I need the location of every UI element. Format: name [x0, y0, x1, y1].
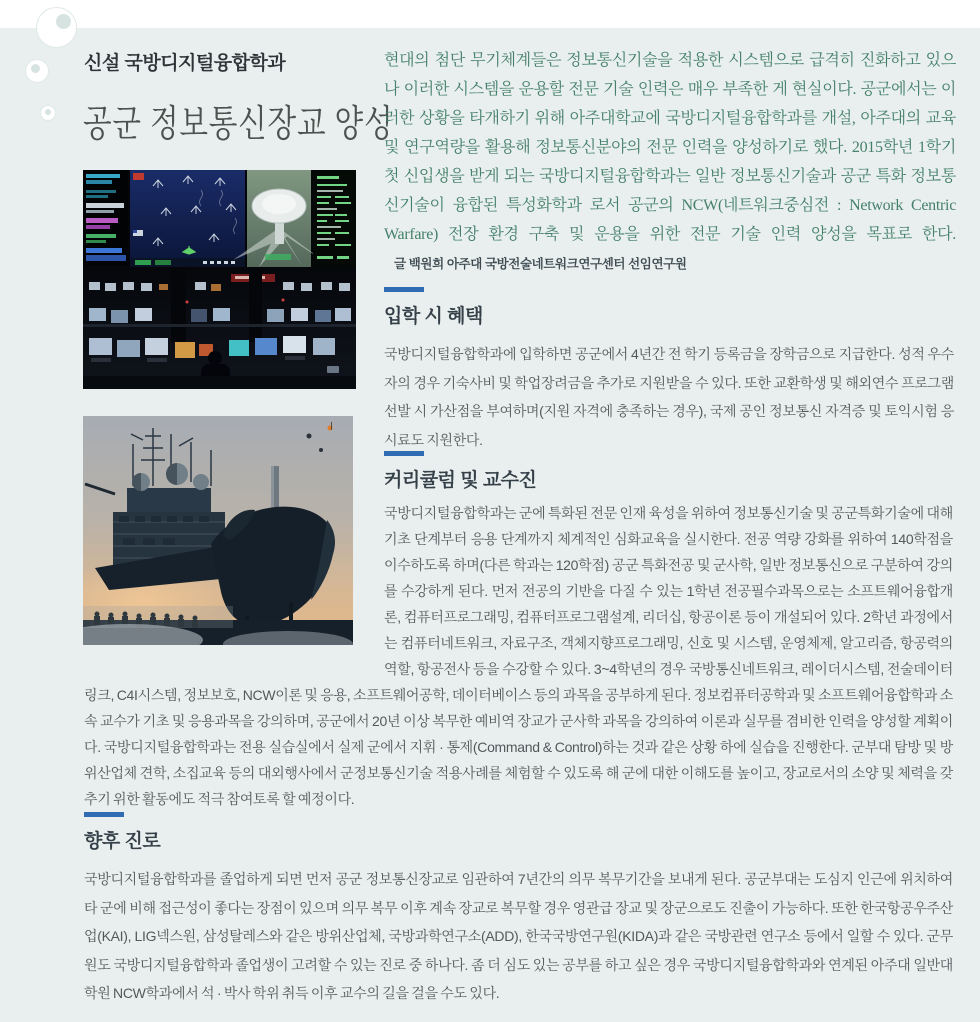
decor-circle-large-icon [36, 7, 77, 48]
section-curriculum-body-wrap [84, 500, 953, 812]
kicker: 신설 국방디지털융합학과 [84, 53, 286, 74]
decor-circle-dot [31, 64, 40, 73]
decor-circle-small-icon [40, 105, 56, 121]
section-dash [384, 287, 424, 292]
section-admission-benefits [384, 287, 954, 454]
decor-circle-medium-icon [25, 59, 49, 83]
section-heading: 향후 진로 [84, 831, 161, 852]
decor-circle-dot [56, 14, 71, 29]
section-heading: 커리큘럼 및 교수진 [384, 470, 537, 491]
section-heading: 입학 시 혜택 [384, 306, 483, 327]
intro-text: 현대의 첨단 무기체계들은 정보통신기술을 적용한 시스템으로 급격히 진화하고 있으나 이러한 시스템을 운용할 전문 기술 인력은 매우 부족한 게 현실이다. 공군에서는 이러한 상황을 타개하기 위해 아주대학교에 국방디지털융합학과를 개설, 아주대의 교육 및 연구역량을 활용해 정보통신분야의 전문 인력을 양성하기로 했다. 2015학년 1학기 첫 신입생을 받게 되는 국방디지털융합학과는 일반 정보통신기술과 공군 특화 정보통신기술이 융합된 특성화학과 로서 공군의 NCW(네트워크중심전 : Network Centric Warfare) 전장 환경 구축 및 운용을 위한 전문 기술 인력 양성을 목표로 한다. [384, 52, 956, 243]
section-body: 국방디지털융합학과는 군에 특화된 전문 인재 육성을 위하여 정보통신기술 및 공군특화기술에 대해 기초 단계부터 응용 단계까지 체계적인 심화교육을 실시한다. 전공 역량 강화를 위하여 140학점을 이수하도록 하며(다른 학과는 120학점) 공군 특화전공 및 군사학, 일반 정보통신으로 구분하여 강의를 수강하게 된다. 먼저 전공의 기반을 다질 수 있는 1학년 전공필수과목으로는 소프트웨어융합개론, 컴퓨터프로그래밍, 컴퓨터프로그램설계, 리더십, 항공이론 등이 개설되어 있다. 2학년 과정에서는 컴퓨터네트워크, 자료구조, 객체지향프로그래밍, 신호 및 시스템, 운영체제, 알고리즘, 항공력의 역할, 항공전사 등을 수강할 수 있다. 3~4학년의 경우 국방통신네트워크, 레이더시스템, 전술데이터링크, C4I시스템, 정보보호, NCW이론 및 응용, 소프트웨어공학, 데이터베이스 등의 과목을 공부하게 된다. 정보컴퓨터공학과 및 소프트웨어융합학과 소속 교수가 기초 및 응용과목을 강의하며, 공군에서 20년 이상 복무한 예비역 장교가 군사학 과목을 강의하여 이론과 실무를 겸비한 인력을 양성할 계획이다. 국방디지털융합학과는 전용 실습실에서 실제 군에서 지휘 · 통제(Command & Control)하는 것과 같은 상황 하에 실습을 진행한다. 군부대 탐방 및 방위산업체 견학, 소집교육 등의 대외행사에서 군정보통신기술 적용사례를 체험할 수 있도록 해 군에 대한 이해도를 높이고, 장교로서의 소양 및 체력을 갖추기 위한 활동에도 적극 참여토록 할 예정이다. [84, 505, 953, 807]
top-band [0, 0, 980, 28]
page-title-text: 공군 정보통신장교 양성 [83, 104, 394, 145]
intro-paragraph [384, 46, 956, 279]
byline: 글 백원희 아주대 국방전술네트워크연구센터 선임연구원 [394, 257, 687, 271]
photo-column-spacer [84, 500, 384, 658]
control-room-illustration [83, 170, 356, 389]
control-room-photo [83, 170, 356, 389]
decor-circle-dot [45, 109, 51, 115]
section-body: 국방디지털융합학과에 입학하면 공군에서 4년간 전 학기 등록금을 장학금으로 지급한다. 성적 우수자의 경우 기숙사비 및 학업장려금을 추가로 지원받을 수 있다. 또한 교환학생 및 해외연수 프로그램 선발 시 가산점을 부여하며(지원 자격에 충족하는 경우), 국제 공인 정보통신 자격증 및 토익시험 응시료도 지원한다. [384, 346, 954, 448]
section-future-career [84, 812, 953, 1008]
section-curriculum-heading [384, 451, 954, 504]
section-dash [384, 451, 424, 456]
section-dash [84, 812, 124, 817]
section-body: 국방디지털융합학과를 졸업하게 되면 먼저 공군 정보통신장교로 임관하여 7년간의 의무 복무기간을 보내게 된다. 공군부대는 도심지 인근에 위치하여 타 군에 비해 접근성이 좋다는 장점이 있으며 의무 복무 이후 계속 장교로 복무할 경우 영관급 장교 및 장군으로도 진출이 가능하다. 또한 한국항공우주산업(KAI), LIG넥스원, 삼성탈레스와 같은 방위산업체, 국방과학연구소(ADD), 한국국방연구원(KIDA)과 같은 국방관련 연구소 등에서 일할 수 있다. 군무원도 국방디지털융합학과 졸업생이 고려할 수 있는 진로 중 하나다. 좀 더 심도 있는 공부를 하고 싶은 경우 국방디지털융합학과와 연계된 아주대 일반대학원 NCW학과에서 석 · 박사 학위 취득 이후 교수의 길을 걸을 수도 있다. [84, 871, 953, 1001]
